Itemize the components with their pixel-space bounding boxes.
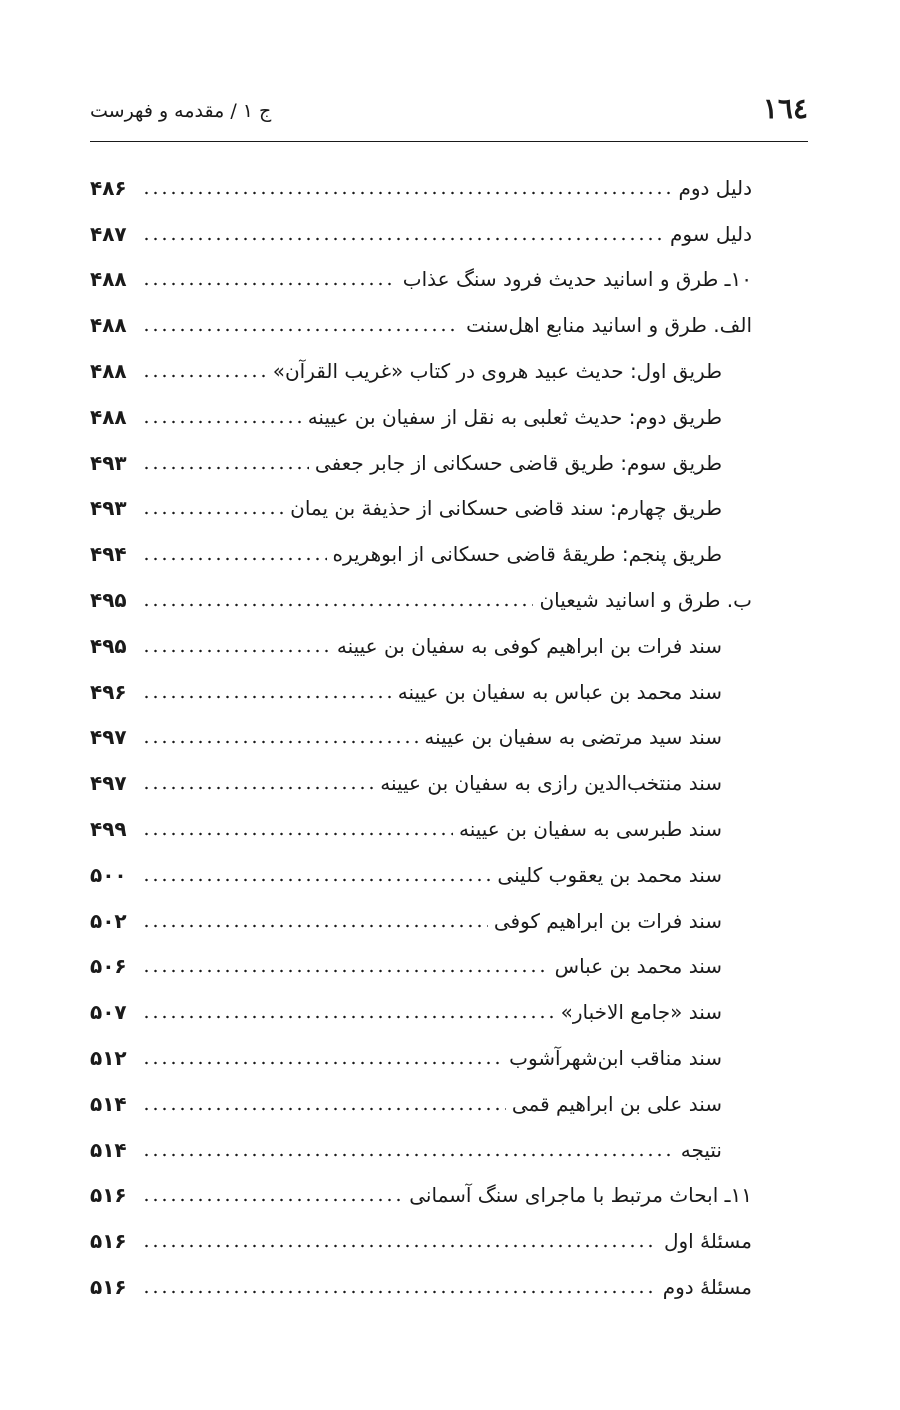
toc-entry (90, 944, 808, 990)
dot-leader (142, 466, 309, 470)
toc-entry (90, 989, 808, 1035)
page-header (90, 88, 808, 138)
toc-entry (90, 1081, 808, 1127)
toc-entry-title: سند محمد بن عباس (554, 954, 722, 979)
toc-entry-title: طریق دوم: حدیث ثعلبی به نقل از سفیان بن عیینه (307, 404, 722, 429)
toc-entry-page-number: ۴۸۸ (90, 313, 127, 338)
toc-entry-page-number: ۵۱۲ (90, 1046, 127, 1071)
toc-entry-page-number: ۵۱۴ (90, 1091, 127, 1116)
toc-entry-page-number: ۴۸۷ (90, 221, 127, 246)
dot-leader (142, 1153, 675, 1157)
toc-entry-title: سند منتخب‌الدین رازی به سفیان بن عیینه (380, 771, 722, 796)
dot-leader (142, 1290, 657, 1294)
toc-entry-title: دلیل دوم (678, 175, 752, 200)
toc-entry (90, 302, 808, 348)
toc-entry (90, 898, 808, 944)
dot-leader (142, 924, 488, 928)
toc-entry-title: طریق سوم: طریق قاضی حسکانی از جابر جعفی (314, 450, 722, 475)
header-rule (90, 141, 808, 142)
dot-leader (142, 1015, 555, 1019)
toc-entry-title: نتیجه (680, 1137, 722, 1162)
toc-entry (90, 348, 808, 394)
toc-entry (90, 1218, 808, 1264)
toc-entry (90, 669, 808, 715)
toc-entry (90, 1264, 808, 1310)
toc-entry (90, 1127, 808, 1173)
toc-entry-title: سند سید مرتضی به سفیان بن عیینه (424, 725, 722, 750)
toc-entry-title: سند فرات بن ابراهیم کوفی (493, 908, 722, 933)
toc-entry (90, 486, 808, 532)
dot-leader (142, 282, 397, 286)
toc-entry-title: سند محمد بن عباس به سفیان بن عیینه (397, 679, 722, 704)
toc-entry-page-number: ۵۱۶ (90, 1229, 127, 1254)
dot-leader (142, 1198, 403, 1202)
toc-entry-title: سند محمد بن یعقوب کلینی (497, 862, 722, 887)
toc-entry-page-number: ۴۹۴ (90, 542, 127, 567)
toc-entry-page-number: ۵۰۲ (90, 908, 127, 933)
toc-entry-title: الف. طرق و اسانید منابع اهل‌سنت (466, 313, 752, 338)
toc-entry-title: ب. طرق و اسانید شیعیان (539, 588, 752, 613)
toc-entry-title: سند علی بن ابراهیم قمی (511, 1091, 722, 1116)
dot-leader (142, 1244, 658, 1248)
toc-entry (90, 257, 808, 303)
table-of-contents (90, 165, 808, 1310)
toc-entry-title: ۱۰ـ طرق و اسانید حدیث فرود سنگ عذاب (402, 267, 752, 292)
dot-leader (142, 878, 491, 882)
dot-leader (142, 191, 673, 195)
toc-entry-page-number: ۵۱۶ (90, 1183, 127, 1208)
dot-leader (142, 740, 418, 744)
toc-entry (90, 1173, 808, 1219)
dot-leader (142, 557, 327, 561)
toc-entry-page-number: ۴۹۳ (90, 496, 127, 521)
toc-entry-title: سند «جامع الاخبار» (560, 1000, 722, 1025)
toc-entry (90, 715, 808, 761)
toc-entry-title: سند مناقب ابن‌شهرآشوب (509, 1046, 722, 1071)
dot-leader (142, 969, 549, 973)
dot-leader (142, 420, 302, 424)
dot-leader (142, 328, 460, 332)
page-number: ١٦٤ (762, 92, 808, 125)
toc-entry (90, 852, 808, 898)
toc-entry (90, 806, 808, 852)
toc-entry-title: سند فرات بن ابراهیم کوفی به سفیان بن عیینه (336, 633, 722, 658)
dot-leader (142, 603, 533, 607)
toc-entry (90, 440, 808, 486)
toc-entry-page-number: ۴۸۶ (90, 175, 127, 200)
toc-entry (90, 577, 808, 623)
toc-entry-title: طریق پنجم: طریقهٔ قاضی حسکانی از ابوهریره (332, 542, 722, 567)
toc-entry (90, 531, 808, 577)
toc-entry-page-number: ۴۸۸ (90, 267, 127, 292)
toc-entry-title: دلیل سوم (669, 221, 752, 246)
toc-entry-page-number: ۴۹۷ (90, 725, 127, 750)
toc-entry (90, 165, 808, 211)
toc-entry-page-number: ۴۹۳ (90, 450, 127, 475)
dot-leader (142, 649, 331, 653)
toc-entry-page-number: ۵۱۶ (90, 1275, 127, 1300)
dot-leader (142, 1107, 506, 1111)
toc-entry-page-number: ۵۰۶ (90, 954, 127, 979)
dot-leader (142, 786, 374, 790)
toc-entry-title: مسئلهٔ اول (663, 1229, 752, 1254)
toc-entry-title: طریق چهارم: سند قاضی حسکانی از حذیفة بن یمان (290, 496, 722, 521)
toc-entry-title: سند طبرسی به سفیان بن عیینه (458, 817, 722, 842)
toc-entry (90, 394, 808, 440)
toc-entry (90, 1035, 808, 1081)
toc-entry (90, 211, 808, 257)
toc-entry-page-number: ۴۸۸ (90, 404, 127, 429)
toc-entry-page-number: ۴۹۵ (90, 633, 127, 658)
toc-entry-title: مسئلهٔ دوم (662, 1275, 752, 1300)
toc-entry-page-number: ۵۰۷ (90, 1000, 127, 1025)
dot-leader (142, 511, 284, 515)
dot-leader (142, 374, 267, 378)
toc-entry-page-number: ۴۹۵ (90, 588, 127, 613)
dot-leader (142, 1061, 503, 1065)
dot-leader (142, 237, 664, 241)
toc-entry (90, 623, 808, 669)
toc-entry-page-number: ۵۱۴ (90, 1137, 127, 1162)
toc-entry-page-number: ۵۰۰ (90, 862, 127, 887)
toc-entry-page-number: ۴۹۷ (90, 771, 127, 796)
running-head: ج ۱ / مقدمه و فهرست (90, 100, 272, 122)
toc-entry-title: ۱۱ـ ابحاث مرتبط با ماجرای سنگ آسمانی (409, 1183, 752, 1208)
dot-leader (142, 832, 453, 836)
toc-entry-page-number: ۴۹۹ (90, 817, 127, 842)
toc-entry (90, 760, 808, 806)
toc-entry-page-number: ۴۸۸ (90, 359, 127, 384)
toc-entry-page-number: ۴۹۶ (90, 679, 127, 704)
dot-leader (142, 695, 392, 699)
toc-entry-title: طریق اول: حدیث عبید هروی در کتاب «غریب القرآن» (272, 359, 722, 384)
